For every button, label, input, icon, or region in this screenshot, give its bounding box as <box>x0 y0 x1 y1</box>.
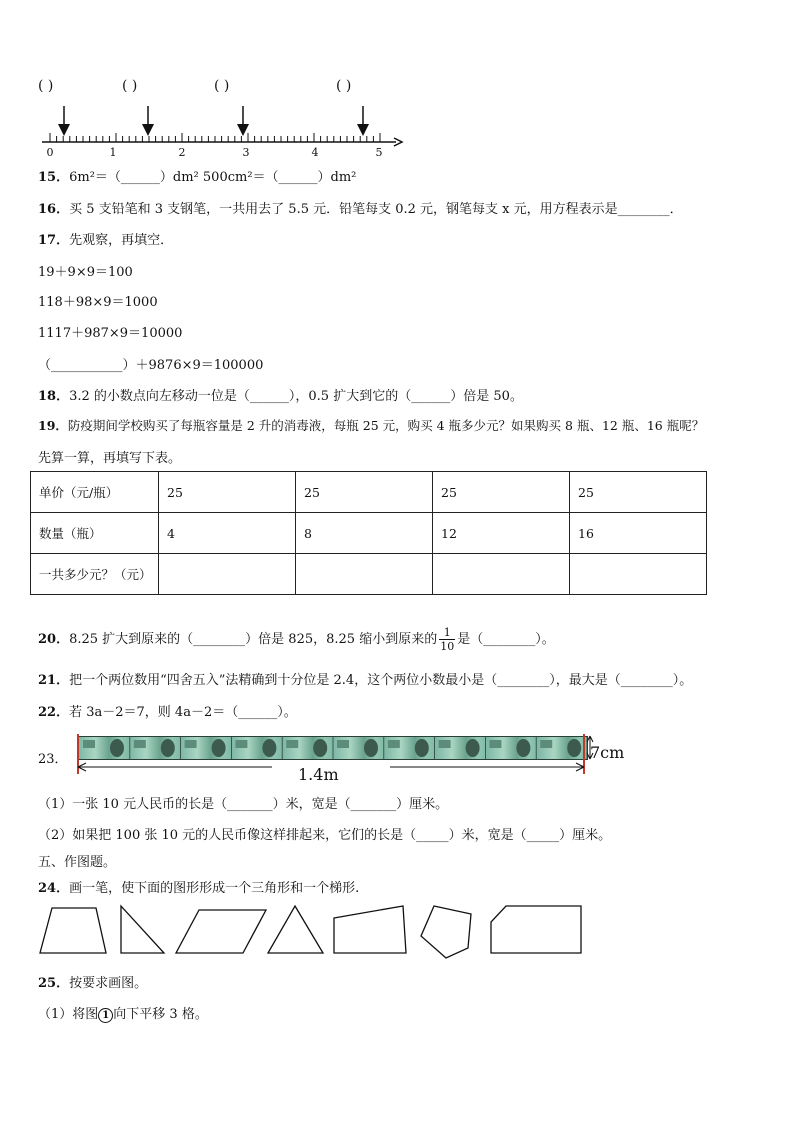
tick-label-3: 3 <box>242 146 250 159</box>
fraction <box>439 626 455 653</box>
question-24 <box>38 877 359 896</box>
trapezoid-shape <box>40 908 106 953</box>
equation-line-2: 118＋98×9＝1000 <box>38 295 158 310</box>
answer-cell[interactable] <box>159 554 296 595</box>
table-row <box>31 513 707 554</box>
table-cell: 4 <box>159 513 296 554</box>
question-text: 先观察，再填空． <box>69 233 174 248</box>
price-table <box>30 471 707 595</box>
parallelogram-shape <box>176 910 266 953</box>
question-23-number: 23． <box>38 752 68 767</box>
quadrilateral-shape <box>334 906 406 953</box>
equation-line-4: （___________）＋9876×9＝100000 <box>38 358 264 373</box>
table-cell: 12 <box>433 513 570 554</box>
tick-label-4: 4 <box>311 146 319 159</box>
instruction-text: 向下平移 3 格。 <box>113 1007 208 1022</box>
fraction-numerator: 1 <box>439 626 455 640</box>
question-text: 是（________）。 <box>457 632 555 647</box>
question-18 <box>38 385 523 404</box>
length-label: 1.4m <box>298 765 339 784</box>
tick-label-0: 0 <box>46 146 54 159</box>
question-text: 按要求画图。 <box>69 976 148 991</box>
question-23-part-1: （1）一张 10 元人民币的长是（_______）米，宽是（_______）厘米。 <box>38 797 449 812</box>
tick-label-1: 1 <box>109 146 117 159</box>
triangle-shape <box>268 906 323 953</box>
question-number: 15． <box>38 170 70 185</box>
question-22 <box>38 701 297 720</box>
table-cell: 25 <box>296 472 433 513</box>
answer-paren-1: ( ) <box>38 78 54 94</box>
answer-paren-2: ( ) <box>122 78 138 94</box>
question-number: 16． <box>38 202 70 217</box>
shapes-row <box>36 900 586 962</box>
tick-label-2: 2 <box>178 146 186 159</box>
question-20 <box>38 623 555 657</box>
question-text: 8.25 扩大到原来的（________）倍是 825，8.25 缩小到原来的 <box>69 632 438 647</box>
question-23-part-2: （2）如果把 100 张 10 元的人民币像这样排起来，它们的长是（_____）米，宽是（_____）厘米。 <box>38 828 612 843</box>
question-text: 3.2 的小数点向左移动一位是（______），0.5 扩大到它的（______）倍是 50。 <box>69 389 523 404</box>
answer-cell[interactable] <box>570 554 707 595</box>
table-row <box>31 554 707 595</box>
answer-cell[interactable] <box>433 554 570 595</box>
table-cell: 25 <box>433 472 570 513</box>
question-number: 18． <box>38 389 70 404</box>
table-cell: 一共多少元？（元） <box>31 554 159 595</box>
equation-line-3: 1117＋987×9＝10000 <box>38 326 183 341</box>
tick-label-5: 5 <box>375 146 383 159</box>
question-number: 17． <box>38 233 70 248</box>
question-16 <box>38 198 683 217</box>
question-number: 24． <box>38 881 70 896</box>
question-number: 25． <box>38 976 70 991</box>
table-cell: 8 <box>296 513 433 554</box>
question-text: 画一笔，使下面的图形形成一个三角形和一个梯形. <box>69 881 360 896</box>
table-cell: 25 <box>159 472 296 513</box>
number-line-ticks <box>50 133 380 142</box>
table-cell: 单价（元/瓶） <box>31 472 159 513</box>
pentagon-shape <box>421 906 471 958</box>
question-text: 若 3a－2＝7，则 4a－2＝（______）。 <box>69 705 297 720</box>
question-15 <box>38 166 356 185</box>
question-number: 19． <box>38 418 68 433</box>
question-21 <box>38 669 692 688</box>
question-25 <box>38 972 147 991</box>
question-19 <box>38 416 704 434</box>
width-label: 7cm <box>590 743 625 762</box>
question-25-part-1 <box>38 1003 208 1023</box>
number-line <box>38 100 408 150</box>
table-cell: 数量（瓶） <box>31 513 159 554</box>
cut-corner-rectangle-shape <box>491 906 581 953</box>
question-text: 买 5 支铅笔和 3 支钢笔，一共用去了 5.5 元．铅笔每支 0.2 元，钢笔每支 x 元，用方程表示是________． <box>69 202 683 217</box>
answer-cell[interactable] <box>296 554 433 595</box>
question-number: 22． <box>38 705 70 720</box>
question-number: 21． <box>38 673 70 688</box>
circled-number-1: 1 <box>98 1008 113 1023</box>
question-19-instruction: 先算一算，再填写下表。 <box>38 451 182 466</box>
question-text: 防疫期间学校购买了每瓶容量是 2 升的消毒液，每瓶 25 元，购买 4 瓶多少元？如果购买 8 瓶、12 瓶、16 瓶呢？ <box>67 418 705 433</box>
right-triangle-shape <box>121 906 164 953</box>
answer-paren-4: ( ) <box>336 78 352 94</box>
table-row <box>31 472 707 513</box>
question-text: 6m²＝（______）dm² 500cm²＝（______）dm² <box>69 170 357 185</box>
answer-paren-3: ( ) <box>214 78 230 94</box>
equation-line-1: 19＋9×9＝100 <box>38 265 133 280</box>
instruction-text: （1）将图 <box>38 1007 99 1022</box>
fraction-denominator: 10 <box>440 640 455 653</box>
table-cell: 25 <box>570 472 707 513</box>
question-number: 20． <box>38 632 70 647</box>
table-cell: 16 <box>570 513 707 554</box>
question-text: 把一个两位数用“四舍五入”法精确到十分位是 2.4，这个两位小数最小是（________），最大是（________）。 <box>69 673 693 688</box>
question-17 <box>38 229 173 248</box>
section-heading: 五、作图题。 <box>38 855 117 870</box>
